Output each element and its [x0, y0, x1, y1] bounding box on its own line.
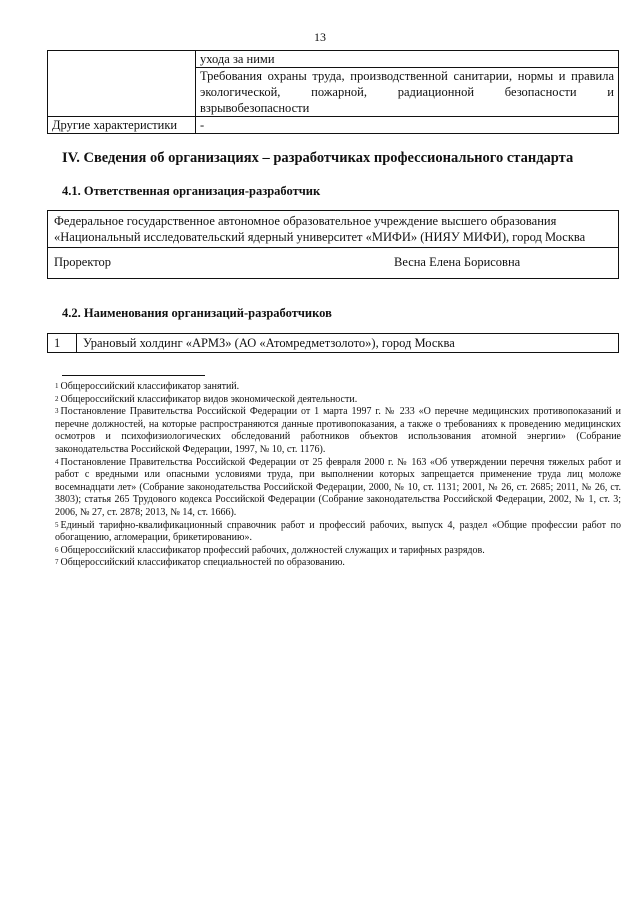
- table-cell-empty: [48, 51, 196, 117]
- org-signatory-cell: [48, 248, 619, 279]
- footnote-mark: 1: [55, 382, 59, 390]
- footnote-text: Постановление Правительства Российской Федерации от 25 февраля 2000 г. № 163 «Об утверждении перечня тяжелых работ и работ с вредными или опасными условиями труда, при выполнении которых запрещается применение труда лиц моложе восемнадцати лет» (Собрание законодательства Российской Федерации, 2000, № 10, ст. 1131; 2001, № 26, ст. 2685; 2011, № 26, ст. 3803); статья 265 Трудового кодекса Российской Федерации (Собрание законодательства Российской Федерации, 2002, № 1, ст. 3; 2006, № 27, ст. 2878; 2013, № 14, ст. 1666).: [55, 456, 621, 518]
- footnote-text: Постановление Правительства Российской Федерации от 1 марта 1997 г. № 233 «О перечне медицинских противопоказаний и перечне должностей, на которые распространяются данные противопоказания, а также о требованиях к проведению медицинских осмотров и психофизиологических обследований работников объектов использования атомной энергии» (Собрание законодательства Российской Федерации, 1997, № 10, ст. 1176).: [55, 406, 621, 455]
- footnote-text: Общероссийский классификатор занятий.: [60, 381, 240, 392]
- row-value-other-characteristics: -: [196, 117, 619, 134]
- footnote: [55, 520, 621, 545]
- developer-number: 1: [48, 334, 77, 353]
- section-title: IV. Сведения об организациях – разработчиках профессионального стандарта: [62, 150, 574, 166]
- footnote-text: Общероссийский классификатор профессий рабочих, должностей служащих и тарифных разрядов.: [60, 544, 485, 556]
- subsection-title-developers: 4.2. Наименования организаций-разработчиков: [62, 306, 332, 320]
- footnote-mark: 3: [55, 407, 59, 416]
- signatory-name: Весна Елена Борисовна: [394, 255, 521, 269]
- developers-table: [47, 333, 619, 353]
- footnote-mark: 4: [55, 457, 59, 466]
- footnote: [55, 545, 621, 558]
- subsection-title-responsible-org: 4.1. Ответственная организация-разработчик: [62, 184, 321, 198]
- row-label-other-characteristics: Другие характеристики: [48, 117, 196, 134]
- table-row: [48, 334, 619, 353]
- footnote: [55, 394, 621, 407]
- footnote: [55, 557, 621, 570]
- table-row: [48, 211, 619, 248]
- footnote: [55, 406, 621, 456]
- footnote: [55, 457, 621, 520]
- table-row: [48, 248, 619, 279]
- footnote-mark: 6: [55, 545, 59, 554]
- table-row: [48, 117, 619, 134]
- footnote-text: Общероссийский классификатор видов экономической деятельности.: [60, 393, 358, 405]
- footnote-mark: 2: [55, 394, 59, 403]
- signatory-position: Проректор: [54, 255, 112, 269]
- developer-name: Урановый холдинг «АРМЗ» (АО «Атомредметзолото»), город Москва: [77, 334, 619, 353]
- responsible-org-table: [47, 210, 619, 279]
- footnote: [55, 381, 621, 394]
- page-number: 13: [314, 30, 326, 44]
- characteristics-table: [47, 50, 619, 134]
- footnote-text: Общероссийский классификатор специальностей по образованию.: [60, 557, 345, 569]
- footnote-text: Единый тарифно-квалификационный справочник работ и профессий рабочих, выпуск 4, раздел «Общие профессии работ по обогащению, агломерации, брикетированию».: [55, 519, 621, 544]
- footnotes: [55, 381, 621, 570]
- footnote-mark: 7: [55, 558, 59, 567]
- table-cell: Требования охраны труда, производственной санитарии, нормы и правила экологической, пожарной, радиационной безопасности и взрывобезопасности: [196, 68, 619, 117]
- table-row: [48, 51, 619, 68]
- footnote-separator: [62, 375, 205, 376]
- org-name: Федеральное государственное автономное образовательное учреждение высшего образования «Национальный исследовательский ядерный университет «МИФИ» (НИЯУ МИФИ), город Москва: [48, 211, 619, 248]
- signatory-row: [54, 254, 612, 270]
- table-cell: ухода за ними: [196, 51, 619, 68]
- footnote-mark: 5: [55, 520, 59, 529]
